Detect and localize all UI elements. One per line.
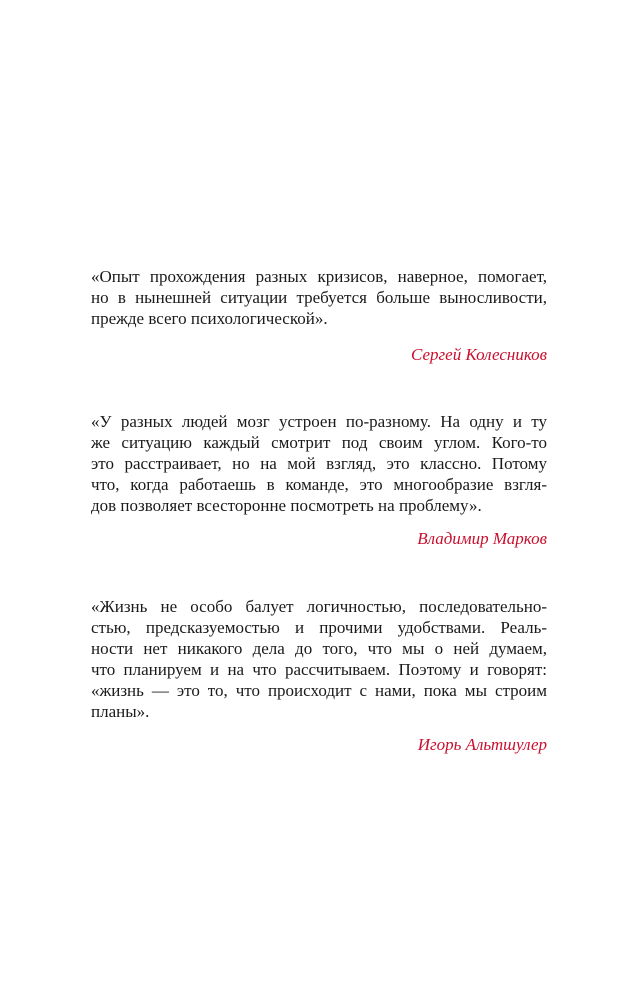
quote-line: «У разных людей мозг устроен по-разному. На одну и ту xyxy=(91,412,547,431)
quote-line: что планируем и на что рассчитываем. Поэтому и говорят: xyxy=(91,660,547,679)
quote-line: же ситуацию каждый смотрит под своим углом. Кого-то xyxy=(91,433,547,452)
quote-author: Игорь Альтшулер xyxy=(417,735,547,754)
quote-block xyxy=(91,596,547,754)
quote-line: стью, предсказуемостью и прочими удобствами. Реаль- xyxy=(91,618,547,637)
quote-author: Владимир Марков xyxy=(417,529,547,548)
quote-line: дов позволяет всесторонне посмотреть на проблему». xyxy=(91,496,482,515)
quote-line: но в нынешней ситуации требуется больше выносливости, xyxy=(91,288,547,307)
quote-line: что, когда работаешь в команде, это многообразие взгля- xyxy=(91,475,547,494)
quote-line: «жизнь — это то, что происходит с нами, пока мы строим xyxy=(91,681,547,700)
quote-block xyxy=(91,411,547,548)
quote-line: ности нет никакого дела до того, что мы о ней думаем, xyxy=(91,639,547,658)
quote-line: «Жизнь не особо балует логичностью, последовательно- xyxy=(91,597,547,616)
quote-line: «Опыт прохождения разных кризисов, наверное, помогает, xyxy=(91,267,547,286)
quote-block xyxy=(91,266,547,364)
quote-author: Сергей Колесников xyxy=(411,345,547,364)
quote-line: планы». xyxy=(91,702,150,721)
quote-line: это расстраивает, но на мой взгляд, это классно. Потому xyxy=(91,454,547,473)
quote-line: прежде всего психологической». xyxy=(91,309,328,328)
